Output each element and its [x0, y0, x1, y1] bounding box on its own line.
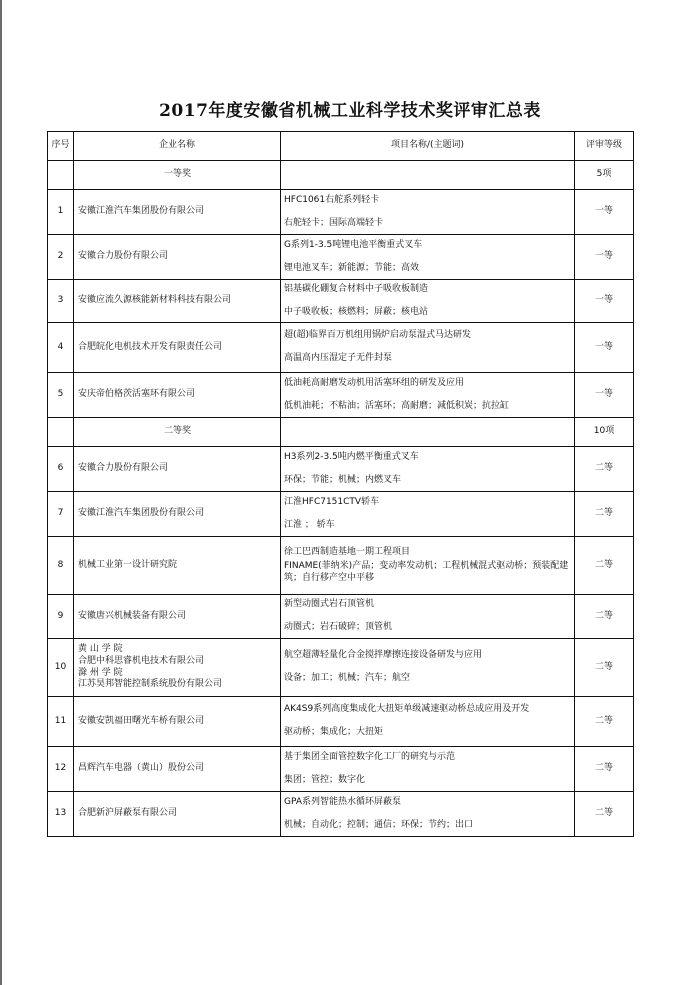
grade-cell: 二等: [575, 537, 634, 595]
grade-cell: 二等: [575, 697, 634, 747]
project-block: [284, 752, 571, 787]
prize-index-cell: [48, 161, 74, 190]
company-name: 安徽唐兴机械装备有限公司: [78, 610, 187, 621]
prize-section-row: [48, 418, 634, 447]
grade-cell: 二等: [575, 639, 634, 697]
grade-cell: 一等: [575, 373, 634, 418]
project-cell: [281, 280, 575, 323]
row-index: 9: [48, 595, 74, 639]
table-body: [48, 161, 634, 837]
company-name: 合肥中科思睿机电技术有限公司: [78, 655, 205, 666]
project-name: 基于集团全面管控数字化工厂的研究与示范: [284, 751, 456, 762]
project-keywords: 右舵轻卡；国际高端轻卡: [284, 217, 384, 228]
company-cell: [74, 792, 281, 837]
grade-cell: 二等: [575, 447, 634, 492]
grade-cell: 一等: [575, 323, 634, 373]
project-keywords: 集团；管控；数字化: [284, 774, 366, 785]
project-keywords: FINAME(菲纳米)产品；变动率发动机；工程机械混式驱动桥；预装配建筑；自行移产空中平移: [284, 561, 569, 583]
row-index: 12: [48, 747, 74, 792]
row-index: 13: [48, 792, 74, 837]
row-index: 11: [48, 697, 74, 747]
project-cell: [281, 595, 575, 639]
project-block: [284, 284, 571, 319]
company-name: 合肥新沪屏蔽泵有限公司: [78, 808, 178, 819]
project-block: [284, 650, 571, 685]
company-name: 安徽合力股份有限公司: [78, 463, 169, 474]
row-index: 1: [48, 190, 74, 235]
prize-section-row: [48, 161, 634, 190]
project-name: 徐工巴西制造基地一期工程项目: [284, 546, 411, 557]
grade-cell: 一等: [575, 235, 634, 280]
company-cell: [74, 595, 281, 639]
project-cell: [281, 492, 575, 537]
row-index: 5: [48, 373, 74, 418]
project-cell: [281, 373, 575, 418]
company-cell: [74, 190, 281, 235]
company-name: 滁 州 学 院: [78, 667, 123, 678]
project-keywords: 动圈式；岩石破碎；顶管机: [284, 622, 393, 633]
row-index: 7: [48, 492, 74, 537]
project-block: [284, 195, 571, 230]
grade-cell: 一等: [575, 280, 634, 323]
company-name: 安徽合力股份有限公司: [78, 251, 169, 262]
project-name: HFC1061右舵系列轻卡: [284, 194, 380, 205]
prize-index-cell: [48, 418, 74, 447]
company-name: 安庆帝伯格茨活塞环有限公司: [78, 389, 196, 400]
project-keywords: 驱动桥；集成化；大扭矩: [284, 727, 384, 738]
company-cell: [74, 235, 281, 280]
company-cell: [74, 280, 281, 323]
table-header-row: [48, 132, 634, 161]
project-keywords: 设备；加工；机械；汽车；航空: [284, 673, 411, 684]
row-index: 6: [48, 447, 74, 492]
table-row: [48, 537, 634, 595]
project-block: [284, 497, 571, 532]
company-name: 安徽江淮汽车集团股份有限公司: [78, 508, 205, 519]
page-left-border: [0, 0, 2, 985]
project-block: [284, 240, 571, 275]
project-block: [284, 704, 571, 739]
table-row: [48, 639, 634, 697]
prize-count: 10项: [575, 418, 634, 447]
table-row: [48, 190, 634, 235]
prize-level-label: 二等奖: [74, 418, 281, 447]
project-name: 铝基碳化硼复合材料中子吸收板制造: [284, 283, 429, 294]
grade-cell: 二等: [575, 747, 634, 792]
project-block: [284, 599, 571, 634]
table-row: [48, 373, 634, 418]
project-block: [284, 378, 571, 413]
project-block: [284, 452, 571, 487]
row-index: 2: [48, 235, 74, 280]
table-row: [48, 595, 634, 639]
row-index: 3: [48, 280, 74, 323]
row-index: 10: [48, 639, 74, 697]
grade-cell: 二等: [575, 492, 634, 537]
company-cell: [74, 697, 281, 747]
row-index: 4: [48, 323, 74, 373]
project-name: GPA系列智能热水循环屏蔽泵: [284, 796, 401, 807]
table-row: [48, 235, 634, 280]
project-name: G系列1-3.5吨锂电池平衡重式叉车: [284, 239, 423, 250]
project-name: AK4S9系列高度集成化大扭矩单级减速驱动桥总成应用及开发: [284, 704, 530, 714]
company-cell: [74, 639, 281, 697]
project-keywords: 环保；节能；机械；内燃叉车: [284, 474, 402, 485]
project-cell: [281, 323, 575, 373]
project-name: 超(超)临界百万机组用锅炉启动泵湿式马达研发: [284, 330, 472, 340]
page-title: 2017年度安徽省机械工业科学技术奖评审汇总表: [159, 101, 541, 121]
company-name: 昌辉汽车电器（黄山）股份公司: [78, 763, 205, 774]
company-cell: [74, 537, 281, 595]
project-name: 新型动圈式岩石顶管机: [284, 599, 375, 609]
project-cell: [281, 537, 575, 595]
project-cell: [281, 747, 575, 792]
table-row: [48, 280, 634, 323]
table-row: [48, 447, 634, 492]
project-name: H3系列2-3.5吨内燃平衡重式叉车: [284, 451, 419, 462]
grade-cell: 一等: [575, 190, 634, 235]
prize-level-label: 一等奖: [74, 161, 281, 190]
table-row: [48, 697, 634, 747]
company-cell: [74, 323, 281, 373]
table-row: [48, 792, 634, 837]
grade-cell: 二等: [575, 595, 634, 639]
header-index: 序号: [48, 132, 74, 161]
project-block: [284, 547, 571, 585]
row-index: 8: [48, 537, 74, 595]
project-name: 江淮HFC7151CTV轿车: [284, 496, 380, 507]
prize-count: 5项: [575, 161, 634, 190]
project-keywords: 高温高内压湿定子无件封泵: [284, 353, 393, 364]
project-keywords: 锂电池叉车；新能源；节能；高效: [284, 262, 420, 273]
header-project: 项目名称/(主题词): [281, 132, 575, 161]
company-cell: [74, 492, 281, 537]
project-cell: [281, 235, 575, 280]
company-name: 安徽安凯福田曙光车桥有限公司: [78, 715, 205, 726]
company-cell: [74, 373, 281, 418]
prize-project-cell: [281, 161, 575, 190]
company-name: 安徽江淮汽车集团股份有限公司: [78, 206, 205, 217]
project-keywords: 中子吸收板；核燃料；屏蔽；核电站: [284, 306, 429, 317]
project-cell: [281, 792, 575, 837]
project-keywords: 机械；自动化；控制；通信；环保；节约；出口: [284, 819, 474, 830]
project-block: [284, 330, 571, 365]
company-name: 江苏昊邦智能控制系统股份有限公司: [78, 679, 223, 690]
project-name: 航空超薄轻量化合金搅拌摩擦连接设备研发与应用: [284, 650, 483, 660]
company-name: 安徽应流久源核能新材料科技有限公司: [78, 295, 232, 306]
summary-table: [47, 131, 634, 837]
prize-project-cell: [281, 418, 575, 447]
project-name: 低油耗高耐磨发动机用活塞环组的研发及应用: [284, 377, 465, 388]
project-cell: [281, 190, 575, 235]
company-name: 机械工业第一设计研究院: [78, 559, 178, 570]
table-row: [48, 747, 634, 792]
company-cell: [74, 747, 281, 792]
project-keywords: 江淮 ； 轿车: [284, 519, 335, 530]
table-row: [48, 492, 634, 537]
project-keywords: 低机油耗；不粘油；活塞环；高耐磨；减低积炭；抗拉缸: [284, 400, 510, 411]
company-cell: [74, 447, 281, 492]
project-cell: [281, 639, 575, 697]
company-name: 黄 山 学 院: [78, 644, 123, 655]
header-company: 企业名称: [74, 132, 281, 161]
table-row: [48, 323, 634, 373]
project-cell: [281, 697, 575, 747]
project-cell: [281, 447, 575, 492]
company-name: 合肥皖化电机技术开发有限责任公司: [78, 341, 223, 352]
project-block: [284, 797, 571, 832]
header-grade: 评审等级: [575, 132, 634, 161]
grade-cell: 二等: [575, 792, 634, 837]
